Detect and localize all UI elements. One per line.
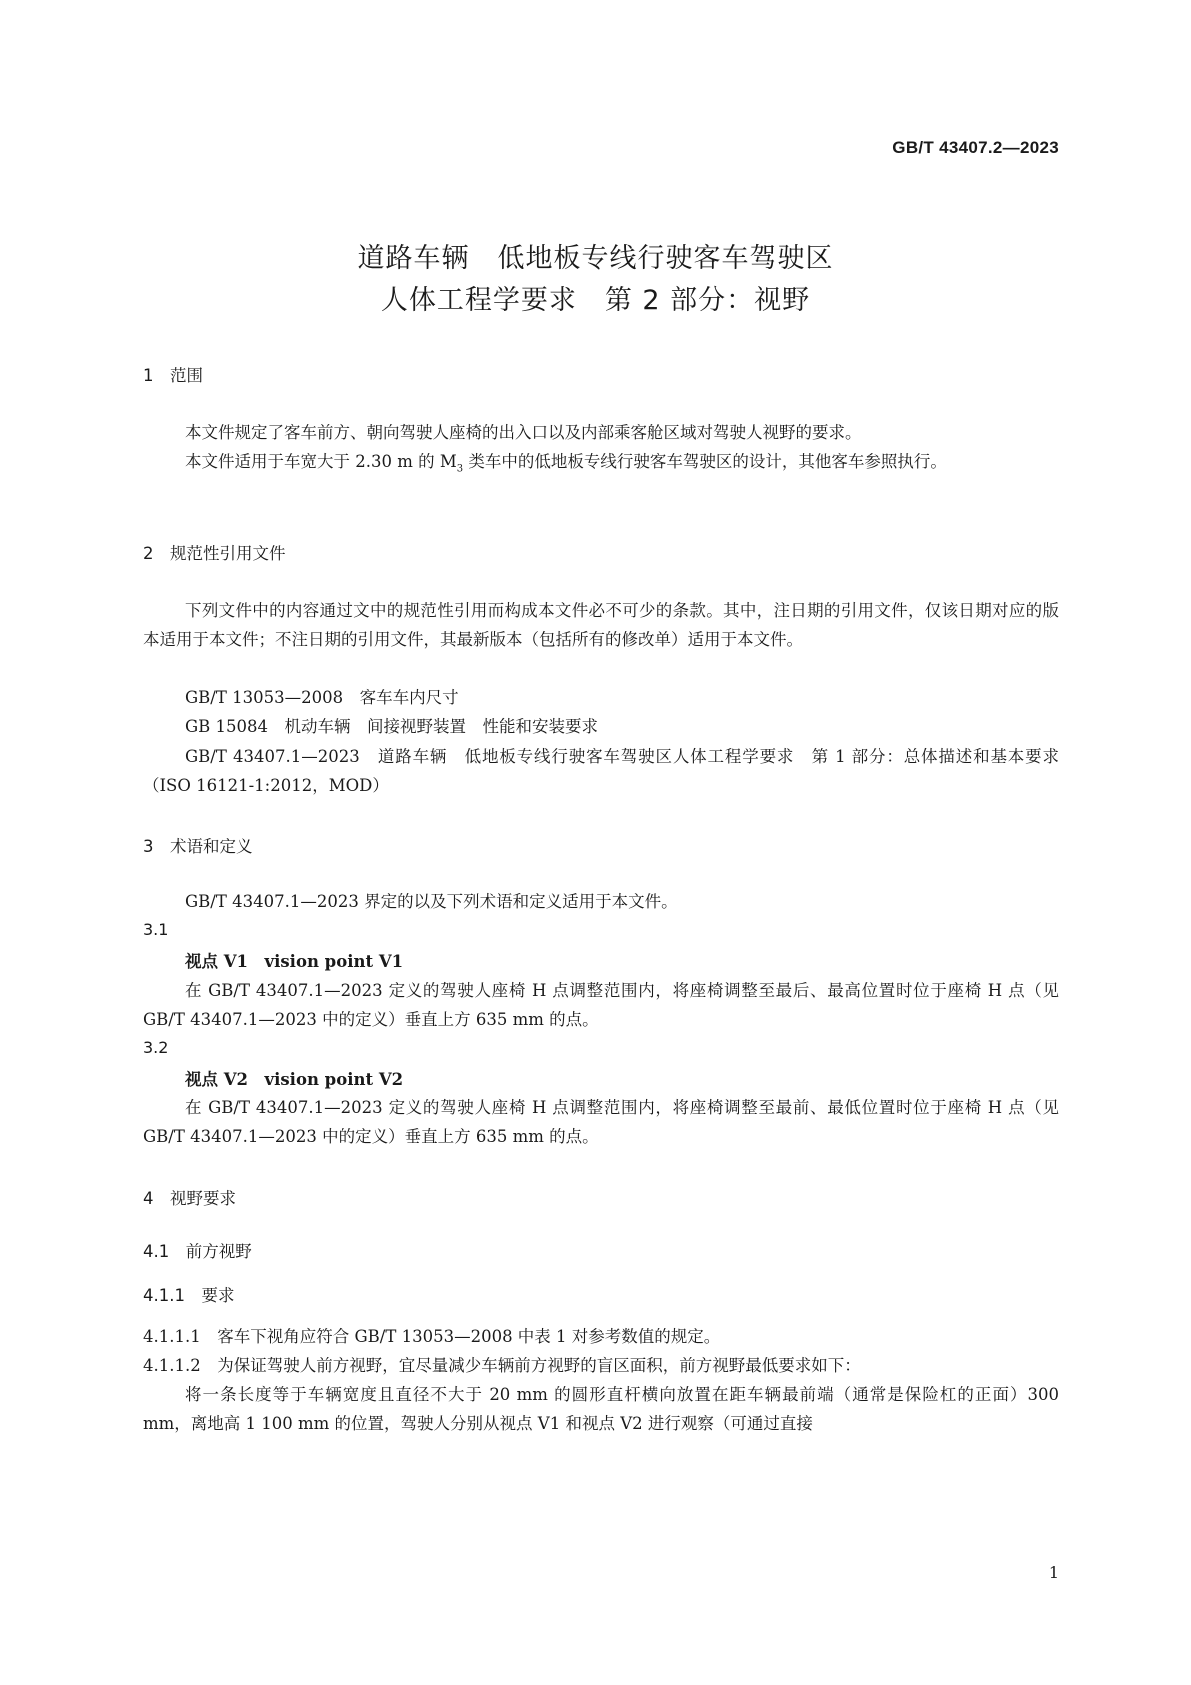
standard-code: GB/T 43407.2—2023 [892, 138, 1059, 157]
section-2-paragraph-1: 下列文件中的内容通过文中的规范性引用而构成本文件必不可少的条款。其中，注日期的引用文件，仅该日期对应的版本适用于本文件；不注日期的引用文件，其最新版本（包括所有的修改单）适用于本文件。 [143, 601, 1059, 649]
m3-subscript: 3 [456, 463, 464, 475]
title-line-2: 人体工程学要求 第 2 部分：视野 [380, 285, 811, 316]
reference-gb-15084: GB 15084 机动车辆 间接视野装置 性能和安装要求 [185, 717, 599, 736]
reference-gbt-43407-1: GB/T 43407.1—2023 道路车辆 低地板专线行驶客车驾驶区人体工程学要求 第 1 部分：总体描述和基本要求（ISO 16121-1:2012，MOD） [143, 747, 1059, 795]
section-1-paragraph-2 [143, 447, 1059, 483]
term-3-2-number: 3.2 [143, 1038, 169, 1057]
term-3-1-title: 视点 V1 vision point V1 [185, 952, 404, 971]
section-2-heading: 2 规范性引用文件 [143, 544, 286, 563]
clause-4-1-1-1: 4.1.1.1 客车下视角应符合 GB/T 13053—2008 中表 1 对参考数值的规定。 [143, 1327, 721, 1346]
clause-4-1-1-2: 4.1.1.2 为保证驾驶人前方视野，宜尽量减少车辆前方视野的盲区面积，前方视野最低要求如下： [143, 1356, 861, 1375]
page-number: 1 [1048, 1563, 1059, 1582]
section-3-intro: GB/T 43407.1—2023 界定的以及下列术语和定义适用于本文件。 [185, 892, 678, 911]
reference-gbt-13053: GB/T 13053—2008 客车车内尺寸 [185, 688, 459, 707]
section-3-heading: 3 术语和定义 [143, 837, 253, 856]
term-3-1-definition: 在 GB/T 43407.1—2023 定义的驾驶人座椅 H 点调整范围内，将座椅调整至最后、最高位置时位于座椅 H 点（见 GB/T 43407.1—2023 中的定义）垂直上方 635 mm 的点。 [143, 981, 1059, 1029]
title-line-1: 道路车辆 低地板专线行驶客车驾驶区 [357, 243, 834, 274]
term-3-2-title: 视点 V2 vision point V2 [185, 1070, 404, 1089]
section-1-heading: 1 范围 [143, 366, 203, 385]
section-1-paragraph-1: 本文件规定了客车前方、朝向驾驶人座椅的出入口以及内部乘客舱区域对驾驶人视野的要求。 [185, 423, 862, 442]
subsection-4-1-heading: 4.1 前方视野 [143, 1242, 252, 1261]
term-3-1-number: 3.1 [143, 920, 169, 939]
section-1-paragraph-2-text-a: 本文件适用于车宽大于 2.30 m 的 M [185, 452, 457, 471]
term-3-2-definition: 在 GB/T 43407.1—2023 定义的驾驶人座椅 H 点调整范围内，将座椅调整至最前、最低位置时位于座椅 H 点（见 GB/T 43407.1—2023 中的定义）垂直上方 635 mm 的点。 [143, 1098, 1059, 1146]
document-title [0, 238, 1191, 322]
clause-4-1-1-2-paragraph: 将一条长度等于车辆宽度且直径不大于 20 mm 的圆形直杆横向放置在距车辆最前端（通常是保险杠的正面）300 mm，离地高 1 100 mm 的位置，驾驶人分别从视点 V1 和视点 V2 进行观察（可通过直接 [143, 1385, 1059, 1433]
section-1-paragraph-2-text-b: 类车中的低地板专线行驶客车驾驶区的设计，其他客车参照执行。 [463, 452, 947, 471]
subsection-4-1-1-heading: 4.1.1 要求 [143, 1286, 235, 1305]
section-4-heading: 4 视野要求 [143, 1189, 236, 1208]
